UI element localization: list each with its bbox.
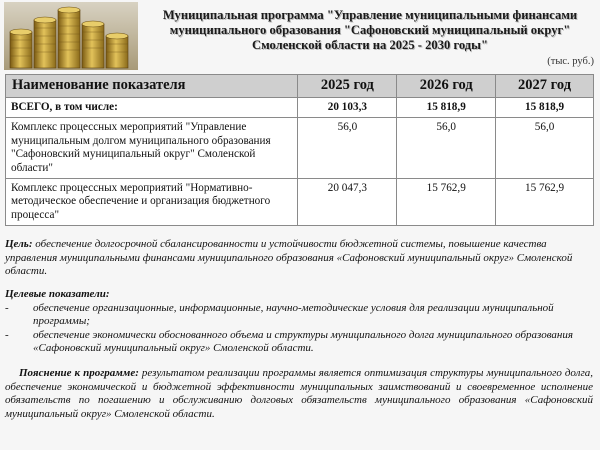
row-value-2025: 20 047,3: [298, 179, 397, 226]
table-header-row: [6, 75, 594, 98]
row-name: Комплекс процессных мероприятий "Нормативно-методическое обеспечение и организация бюджетного процесса": [6, 179, 298, 226]
result-text: результатом реализации программы является оптимизация структуры муниципального долга, обеспечение экономической и бюджетной эффективности муниципальных заимствований и своевременное исполнение обязательств по погашению и обслуживанию долговых обязательств муниципального образования «Сафоновский муниципальный округ» Смоленской области.: [5, 367, 594, 420]
column-header-2025: 2025 год: [298, 75, 397, 98]
row-name: ВСЕГО, в том числе:: [6, 98, 298, 118]
targets-section: [5, 288, 595, 356]
row-value-2026: 15 818,9: [397, 98, 496, 118]
result-section: [5, 367, 593, 421]
row-value-2027: 15 762,9: [496, 179, 594, 226]
coins-stack-icon: [4, 2, 138, 70]
list-item-text: обеспечение организационные, информационные, научно-методические условия для реализации муниципальной программы;: [33, 301, 554, 327]
column-header-name: Наименование показателя: [6, 75, 298, 98]
column-header-2027: 2027 год: [496, 75, 594, 98]
list-item: [5, 329, 595, 356]
table-row: [6, 179, 594, 226]
table-row: [6, 118, 594, 179]
unit-label: (тыс. руб.): [547, 56, 594, 67]
column-header-2026: 2026 год: [397, 75, 496, 98]
page-title: Муниципальная программа "Управление муниципальными финансами муниципального образования "Сафоновский муниципальный округ" Смоленской области на 2025 - 2030 годы": [162, 8, 578, 52]
goal-label: Цель:: [5, 238, 33, 250]
row-value-2026: 15 762,9: [397, 179, 496, 226]
row-value-2027: 56,0: [496, 118, 594, 179]
targets-label: Целевые показатели:: [5, 288, 110, 300]
goal-section: [5, 238, 595, 279]
table-row-total: [6, 98, 594, 118]
indicators-table: [5, 74, 594, 226]
list-item: [5, 302, 595, 329]
row-value-2026: 56,0: [397, 118, 496, 179]
list-dash: -: [5, 301, 9, 314]
row-name: Комплекс процессных мероприятий "Управление муниципальным долгом муниципального образования "Сафоновский муниципальный округ" Смоленской области": [6, 118, 298, 179]
row-value-2025: 56,0: [298, 118, 397, 179]
row-value-2025: 20 103,3: [298, 98, 397, 118]
list-item-text: обеспечение экономически обоснованного объема и структуры муниципального долга муниципального образования «Сафоновский муниципальный округ» Смоленской области.: [33, 328, 573, 354]
goal-text: обеспечение долгосрочной сбалансированности и устойчивости бюджетной системы, повышение качества управления муниципальными финансами муниципального образования «Сафоновский муниципальный округ» Смоленской области.: [5, 238, 573, 277]
result-label: Пояснение к программе:: [19, 367, 139, 379]
list-dash: -: [5, 328, 9, 341]
row-value-2027: 15 818,9: [496, 98, 594, 118]
header: [0, 0, 600, 72]
